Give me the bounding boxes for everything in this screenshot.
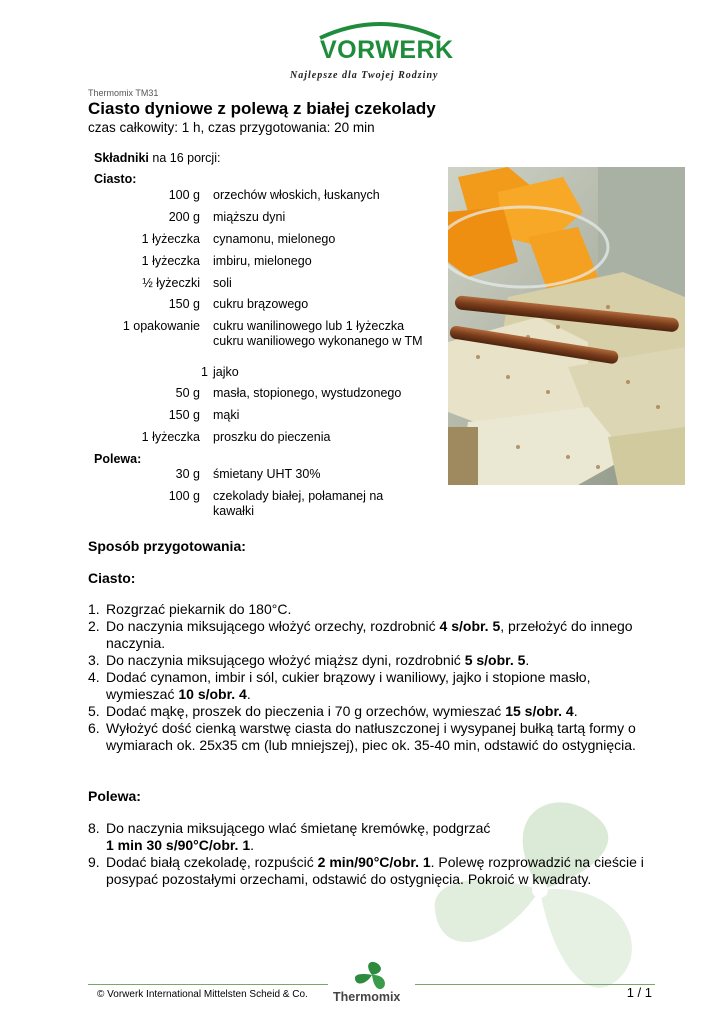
ingredient-name: cynamonu, mielonego [213, 232, 336, 246]
step-text: Wyłożyć dość cienką warstwę ciasta do natłuszczonej i wysypanej bułką tartą formy o wymiarach ok. 25x35 cm (lub mniejszej), piec ok. 35-40 min, odstawić do ostygnięcia. [106, 720, 636, 753]
tagline: Najlepsze dla Twojej Rodziny [290, 70, 439, 81]
step-setting: 15 s/obr. 4 [505, 703, 574, 719]
ingredient-qty: 100 g [168, 188, 200, 202]
step-text: Dodać cynamon, imbir i sól, cukier brązowy i waniliowy, jajko i stopione masło, wymieszać [106, 669, 591, 702]
step-setting: 1 min 30 s/90°C/obr. 1 [106, 837, 251, 853]
ingredient-name: jajko [213, 365, 239, 379]
step-item [88, 703, 648, 720]
step-text-end: . [573, 703, 578, 719]
ingredient-qty: 1 łyżeczka [141, 254, 200, 268]
recipe-subtitle: czas całkowity: 1 h, czas przygotowania: 20 min [88, 120, 375, 135]
ingredient-name: cukru wanilinowego lub 1 łyżeczka cukru waniliowego wykonanego w TM [213, 319, 423, 348]
servings-label: Składniki [94, 151, 149, 165]
step-text: Do naczynia miksującego włożyć orzechy, rozdrobnić [106, 618, 440, 634]
ingredient-qty: 150 g [168, 297, 200, 311]
logo-text: VORWERK [320, 36, 454, 64]
step-setting: 5 s/obr. 5 [464, 652, 526, 668]
footer-brand: Thermomix [333, 990, 401, 1004]
ingredient-name: masła, stopionego, wystudzonego [213, 386, 402, 400]
step-number: 6. [88, 720, 100, 736]
step-text-end: . [250, 837, 254, 853]
ingredient-qty: 200 g [168, 210, 200, 224]
step-text: Dodać mąkę, proszek do pieczenia i 70 g orzechów, wymieszać [106, 703, 506, 719]
ingredient-name: czekolady białej, połamanej na kawałki [213, 489, 384, 518]
step-number: 4. [88, 669, 100, 685]
step-text: Do naczynia miksującego włożyć miąższ dyni, rozdrobnić [106, 652, 465, 668]
page-number: 1 / 1 [626, 985, 652, 1000]
ingredient-name: orzechów włoskich, łuskanych [213, 188, 380, 202]
ingredient-qty: 150 g [168, 408, 200, 422]
glaze-steps-list [88, 820, 648, 888]
dough-ingredients-label: Ciasto: [94, 172, 137, 186]
ingredient-name: cukru brązowego [213, 297, 309, 311]
step-text: Rozgrzać piekarnik do 180°C. [106, 601, 292, 617]
step-text-end: . [525, 652, 530, 668]
ingredient-name: proszku do pieczenia [213, 430, 331, 444]
step-setting: 4 s/obr. 5 [439, 618, 501, 634]
ingredient-qty: 50 g [175, 386, 200, 400]
ingredient-qty: ½ łyżeczki [142, 276, 200, 290]
ingredient-qty: 30 g [175, 467, 200, 481]
step-item [88, 820, 648, 854]
ingredient-qty: 1 łyżeczka [141, 232, 200, 246]
step-text-end: . Polewę rozprowadzić na cieście i posypać pozostałymi orzechami, odstawić do ostygnięcia. Pokroić w kwadraty. [106, 854, 644, 887]
step-item [88, 854, 648, 888]
step-number: 2. [88, 618, 100, 634]
copyright: © Vorwerk International Mittelsten Scheid & Co. [97, 989, 308, 1000]
glaze-ingredients-label: Polewa: [94, 452, 142, 466]
step-item [88, 669, 648, 703]
method-heading: Sposób przygotowania: [88, 538, 246, 554]
step-text-end: . [246, 686, 251, 702]
step-item [88, 601, 648, 618]
dough-steps-list [88, 601, 648, 754]
cake-photo [448, 167, 685, 485]
footer-divider-left [88, 984, 328, 985]
thermomix-logo-icon [354, 960, 390, 990]
footer-divider-right [415, 984, 655, 985]
servings-text: na 16 porcji: [148, 151, 221, 165]
step-text: Do naczynia miksującego wlać śmietanę kremówkę, podgrzać [106, 820, 491, 836]
step-text-end: , przełożyć do innego naczynia. [106, 618, 633, 651]
ingredient-name: imbiru, mielonego [213, 254, 312, 268]
ingredient-name: miąższu dyni [213, 210, 286, 224]
step-item [88, 652, 648, 669]
step-number: 1. [88, 601, 100, 617]
step-number: 3. [88, 652, 100, 668]
ingredient-name: soli [213, 276, 232, 290]
ingredient-name: mąki [213, 408, 240, 422]
ingredient-qty: 1 łyżeczka [141, 430, 200, 444]
step-item [88, 618, 648, 652]
ingredient-qty: 100 g [168, 489, 200, 503]
step-setting: 10 s/obr. 4 [178, 686, 247, 702]
servings-line [94, 151, 220, 165]
ingredient-qty: 1 opakowanie [122, 319, 200, 333]
step-setting: 2 min/90°C/obr. 1 [317, 854, 431, 870]
step-text: Dodać białą czekoladę, rozpuścić [106, 854, 318, 870]
method-glaze-heading: Polewa: [88, 788, 141, 804]
step-item [88, 720, 648, 754]
step-number: 5. [88, 703, 100, 719]
step-number: 8. [88, 820, 100, 836]
step-number: 9. [88, 854, 100, 870]
device-label: Thermomix TM31 [88, 88, 159, 98]
ingredient-name: śmietany UHT 30% [213, 467, 321, 481]
recipe-title: Ciasto dyniowe z polewą z białej czekolady [88, 99, 436, 118]
ingredient-qty: 1 [201, 365, 208, 379]
method-dough-heading: Ciasto: [88, 570, 136, 586]
